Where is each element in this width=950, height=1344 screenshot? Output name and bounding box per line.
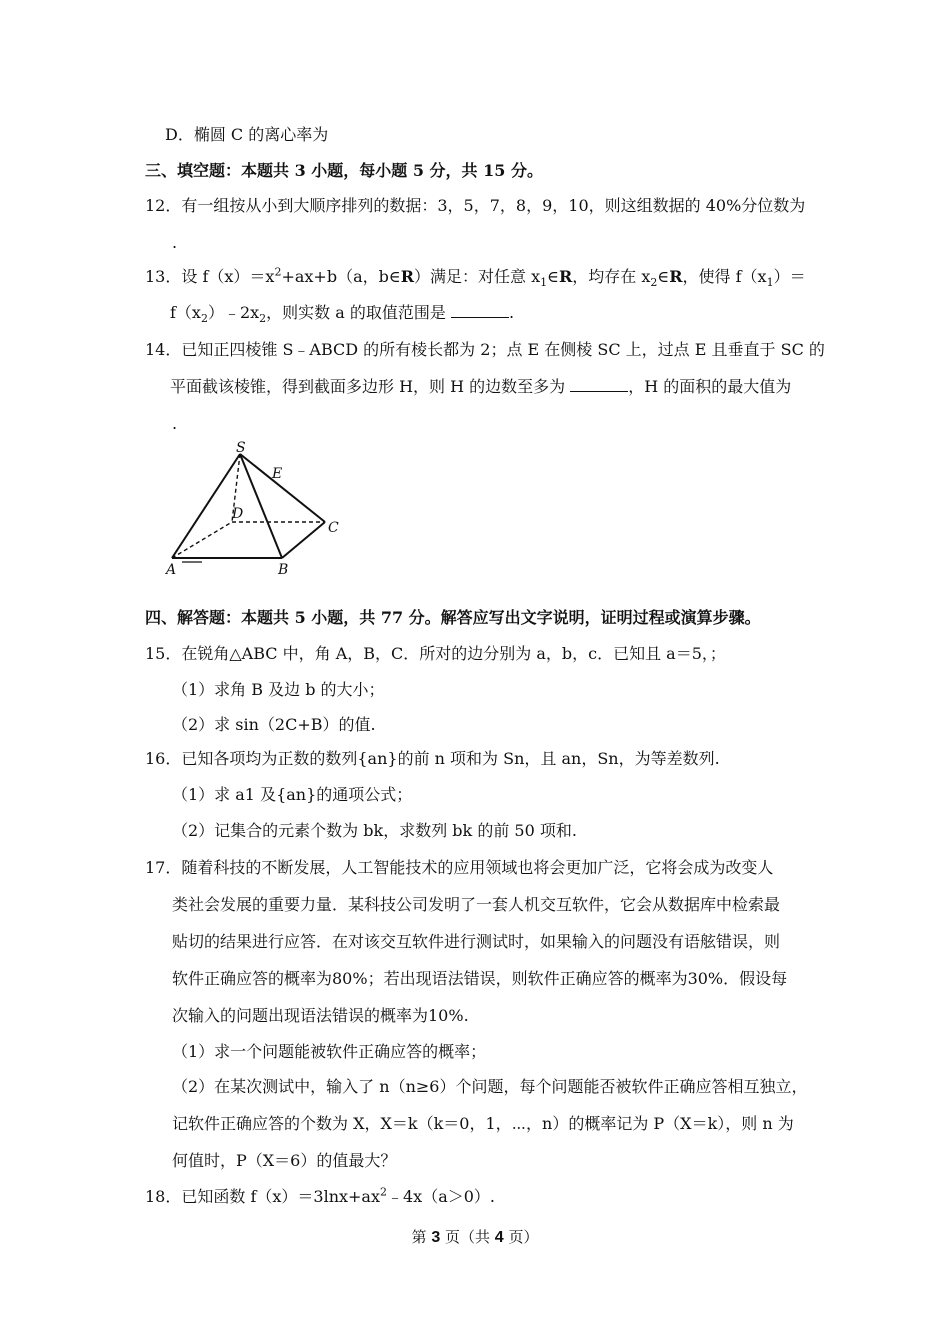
pyramid-figure — [160, 440, 350, 580]
page-footer — [0, 1226, 950, 1249]
edge-AD — [172, 522, 232, 558]
label-D: D — [232, 506, 244, 522]
footer-mid: 页（共 — [440, 1228, 495, 1246]
q13-R3: R — [669, 267, 683, 286]
q13-line2d: . — [508, 303, 515, 322]
q13-answer-blank — [451, 303, 509, 318]
section4-heading: 四、解答题：本题共 5 小题，共 77 分。解答应写出文字说明，证明过程或演算步骤。 — [145, 608, 761, 627]
q13-line2c: ，则实数 a 的取值范围是 — [266, 303, 451, 322]
q14-line3: . — [172, 414, 178, 433]
footer-post: 页） — [503, 1228, 539, 1246]
q13-num: 13． — [145, 267, 182, 286]
q13-t4: ）满足：对任意 x — [414, 267, 541, 286]
q17-part2-line1: （2）在某次测试中，输入了 n（n≥6）个问题，每个问题能否被软件正确应答相互独立， — [172, 1077, 808, 1096]
q13-t2: f（x）＝x — [202, 267, 275, 286]
q17-part2-line3: 何值时，P（X＝6）的值最大？ — [172, 1151, 397, 1170]
edge-SA — [172, 454, 240, 558]
q13-t5: ∈ — [547, 267, 559, 286]
q16-part2: （2）记集合的元素个数为 bk，求数列 bk 的前 50 项和. — [172, 821, 577, 840]
q16-part1: （1）求 a1 及{an}的通项公式； — [172, 785, 413, 804]
label-S: S — [236, 440, 246, 456]
q17-line5: 次输入的问题出现语法错误的概率为10%. — [172, 1006, 469, 1025]
q13-t8: ）＝ — [773, 267, 806, 286]
q17-line3: 贴切的结果进行应答．在对该交互软件进行测试时，如果输入的问题没有语舷错误，则 — [172, 932, 781, 951]
q11-option-d: D．椭圆 C 的离心率为 — [165, 125, 329, 144]
q14-line2b: ，H 的面积的最大值为 — [628, 377, 792, 396]
q13-t6: ，均存在 x — [572, 267, 651, 286]
q13-t1: 设 — [181, 267, 203, 286]
label-A: A — [166, 562, 177, 578]
q14-answer-blank — [570, 377, 628, 392]
edge-BC — [282, 522, 325, 558]
q16-line1: 16．已知各项均为正数的数列{an}的前 n 项和为 Sn，且 an，Sn，为等差数列. — [145, 749, 720, 768]
q13-t7: ，使得 f（x — [682, 267, 767, 286]
q17-part2-line2: 记软件正确应答的个数为 X，X＝k（k＝0，1，⋯，n）的概率记为 P（X＝k），则 n 为 — [172, 1114, 794, 1133]
q15-part2: （2）求 sin（2C+B）的值. — [172, 715, 376, 734]
q17-line4: 软件正确应答的概率为80%；若出现语法错误，则软件正确应答的概率为30%．假设每 — [172, 969, 788, 988]
q14-line2 — [170, 376, 791, 398]
footer-page-number: 3 — [431, 1229, 441, 1246]
q17-part1: （1）求一个问题能被软件正确应答的概率； — [172, 1042, 487, 1061]
q18-post: ﹣4x（a＞0）. — [387, 1187, 496, 1206]
q12-line2: . — [172, 233, 178, 252]
q17-line1: 17．随着科技的不断发展，人工智能技术的应用领域也将会更加广泛，它将会成为改变人 — [145, 858, 774, 877]
q17-line2: 类社会发展的重要力量．某科技公司发明了一套人机交互软件，它会从数据库中检索最 — [172, 895, 781, 914]
q13-line2a: f（x — [170, 303, 201, 322]
label-B: B — [278, 562, 289, 578]
label-E: E — [272, 466, 283, 482]
q13-line1: 13．设 $f(x)=x^2+ax+b(a$，b∈R）满足：对任意 $x_1\in R$，均存在 $x_2\in R$，使得 $f(x_1)=$ — [145, 265, 806, 290]
q13-line2b: ）﹣2x — [207, 303, 260, 322]
q13-t3: +ax+b（a，b∈ — [281, 267, 401, 286]
footer-total-pages: 4 — [494, 1229, 504, 1246]
section3-heading: 三、填空题：本题共 3 小题，每小题 5 分，共 15 分。 — [145, 161, 543, 180]
q15-part1: （1）求角 B 及边 b 的大小； — [172, 680, 385, 699]
label-C: C — [328, 520, 339, 536]
q18-pre: 18．已知函数 f（x）＝3lnx+ax — [145, 1187, 380, 1206]
q18-line1: 18．已知函数 $f(x)=3\ln x+ax^2﹣4x(a>0)$. — [145, 1185, 496, 1206]
footer-pre: 第 — [411, 1228, 432, 1246]
q14-line2a: 平面截该棱锥，得到截面多边形 H，则 H 的边数至多为 — [170, 377, 571, 396]
q13-R1: R — [400, 267, 414, 286]
q15-line1: 15．在锐角△ABC 中，角 A，B，C．所对的边分别为 a，b，c．已知且 a＝5，； — [145, 644, 726, 663]
q14-line1: 14．已知正四棱锥 S﹣ABCD 的所有棱长都为 2；点 E 在侧棱 SC 上，过点 E 且垂直于 SC 的 — [145, 340, 825, 359]
q13-R2: R — [558, 267, 573, 286]
q12-line1: 12．有一组按从小到大顺序排列的数据：3，5，7，8，9，10，则这组数据的 40%分位数为 — [145, 196, 806, 215]
q13-line2: $f(x_2)﹣2x_2$，则实数 a 的取值范围是 . — [170, 303, 515, 326]
